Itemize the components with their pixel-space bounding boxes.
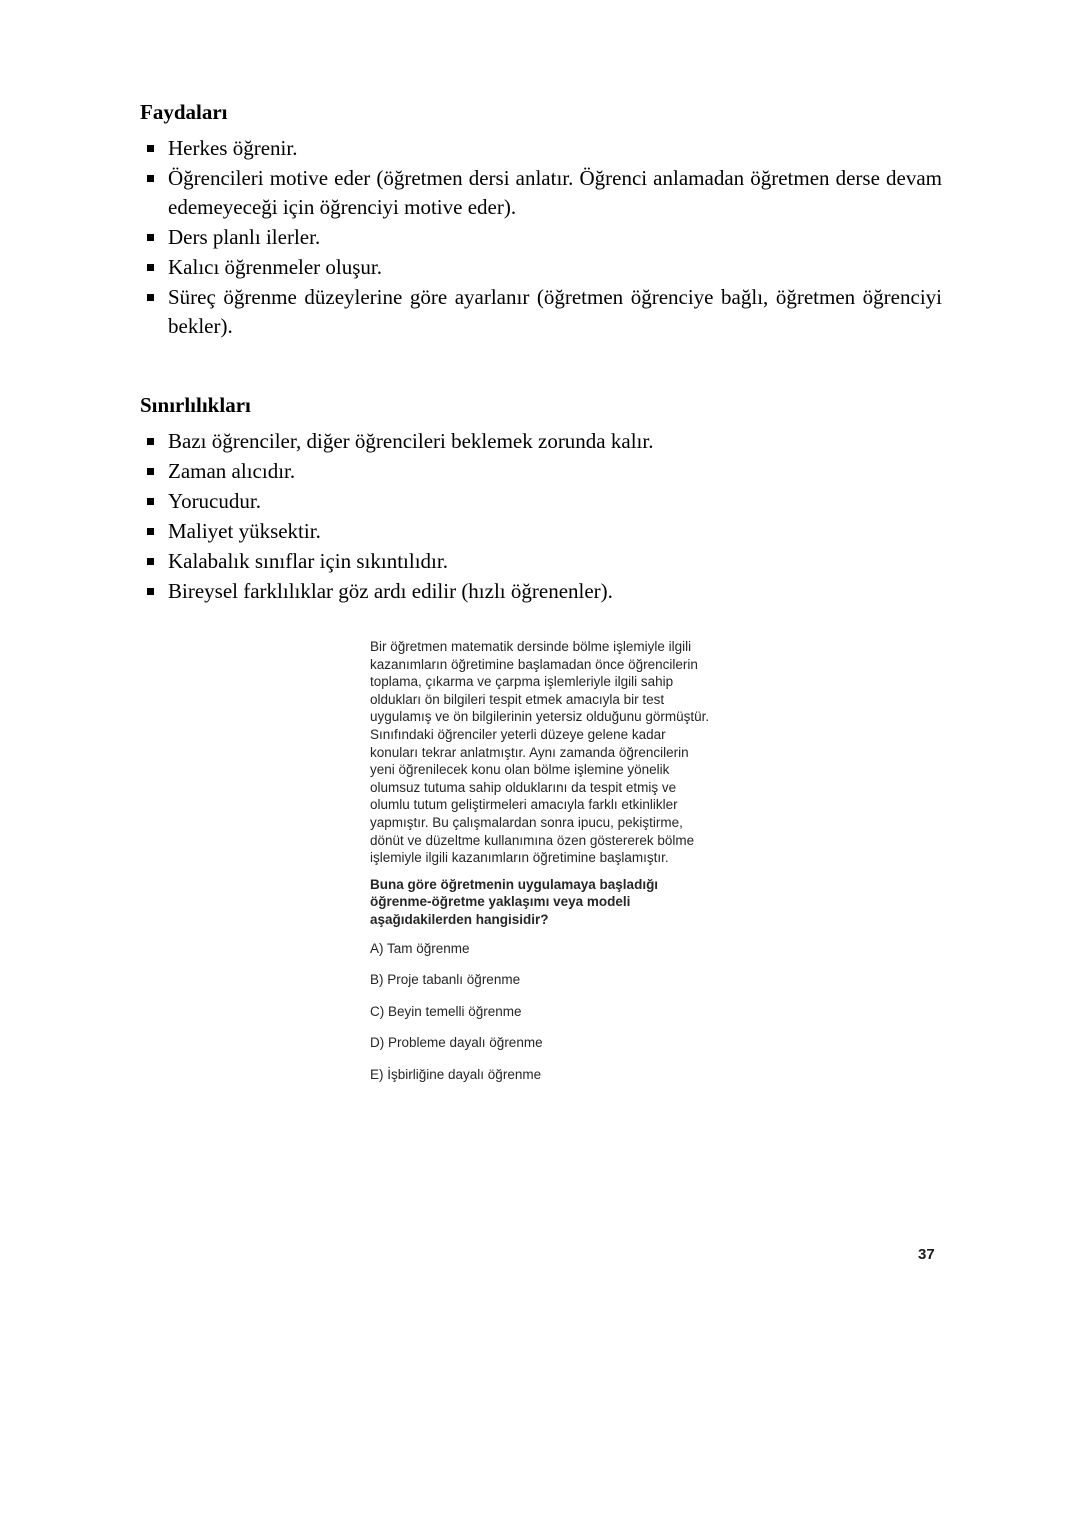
list-item-text: Öğrencileri motive eder (öğretmen dersi anlatır. Öğrenci anlamadan öğretmen derse devam edemeyeceği için öğrenciyi motive eder). [168,166,942,219]
bullet-square-icon [147,234,154,241]
list-item [140,577,942,606]
list-item [140,427,942,456]
bullet-square-icon [147,498,154,505]
list-item [140,517,942,546]
bullet-square-icon [147,145,154,152]
list-item-text: Bireysel farklılıklar göz ardı edilir (hızlı öğrenenler). [168,579,613,603]
list-item [140,164,942,222]
bullet-square-icon [147,588,154,595]
bullet-square-icon [147,558,154,565]
list-item-text: Kalıcı öğrenmeler oluşur. [168,255,383,279]
list-item-text: Ders planlı ilerler. [168,225,321,249]
question-stem: Buna göre öğretmenin uygulamaya başladığı öğrenme-öğretme yaklaşımı veya modeli aşağıdakilerden hangisidir? [370,876,659,927]
list-item [140,283,942,341]
bullet-square-icon [147,438,154,445]
question-option-e: E) İşbirliğine dayalı öğrenme [370,1066,542,1082]
list-item [140,547,942,576]
list-item-text: Bazı öğrenciler, diğer öğrencileri beklemek zorunda kalır. [168,429,654,453]
limitations-heading: Sınırlılıkları [140,393,251,417]
bullet-square-icon [147,528,154,535]
document-content [140,98,942,607]
question-option-c: C) Beyin temelli öğrenme [370,1003,522,1019]
benefits-list [140,134,942,341]
list-item [140,487,942,516]
page-number: 37 [918,1246,935,1263]
list-item [140,253,942,282]
list-item-text: Maliyet yüksektir. [168,519,321,543]
question-option-d: D) Probleme dayalı öğrenme [370,1035,543,1051]
limitations-list [140,427,942,606]
bullet-square-icon [147,294,154,301]
bullet-square-icon [147,468,154,475]
list-item-text: Yorucudur. [168,489,261,513]
list-item-text: Herkes öğrenir. [168,136,298,160]
bullet-square-icon [147,175,154,182]
list-item-text: Süreç öğrenme düzeylerine göre ayarlanır (öğretmen öğrenciye bağlı, öğretmen öğrenciyi bekler). [168,285,942,338]
list-item [140,134,942,163]
question-body: Bir öğretmen matematik dersinde bölme işlemiyle ilgili kazanımların öğretimine başlamadan önce öğrencilerin toplama, çıkarma ve çarpma işlemleriyle ilgili sahip oldukları ön bilgileri tespit etmek amacıyla bir test uygulamış ve ön bilgilerinin yetersiz olduğunu görmüştür. Sınıfındaki öğrenciler yeterli düzeye gelene kadar konuları tekrar anlatmıştır. Aynı zamanda öğrencilerin yeni öğrenilecek konu olan bölme işlemine yönelik olumsuz tutuma sahip olduklarını da tespit etmiş ve olumlu tutum geliştirmeleri amacıyla farklı etkinlikler yapmıştır. Bu çalışmalardan sonra ipucu, pekiştirme, dönüt ve düzeltme kullanımına özen göstererek bölme işlemiyle ilgili kazanımların öğretimine başlamıştır. [370,639,710,866]
list-item-text: Zaman alıcıdır. [168,459,296,483]
list-item-text: Kalabalık sınıflar için sıkıntılıdır. [168,549,448,573]
exam-question-block [370,638,710,1097]
question-option-a: A) Tam öğrenme [370,940,470,956]
benefits-heading: Faydaları [140,100,228,124]
question-option-b: B) Proje tabanlı öğrenme [370,972,521,988]
list-item [140,457,942,486]
bullet-square-icon [147,264,154,271]
list-item [140,223,942,252]
